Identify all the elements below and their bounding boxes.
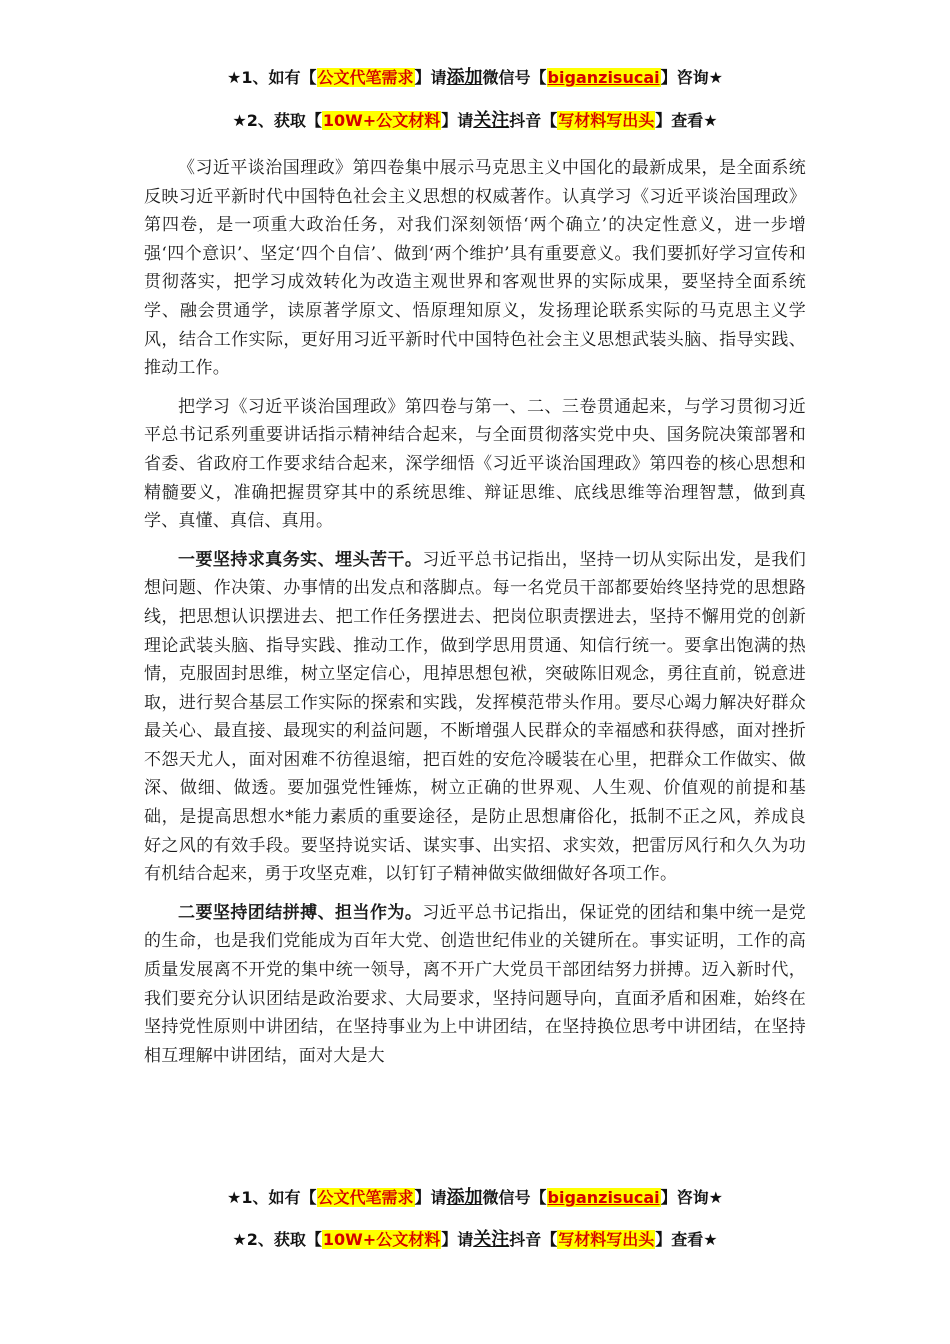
banner-text: 】请	[441, 1230, 474, 1249]
banner-emphasis: 添加	[446, 1187, 483, 1208]
paragraph-intro: 《习近平谈治国理政》第四卷集中展示马克思主义中国化的最新成果，是全面系统反映习近平新时代中国特色社会主义思想的权威著作。认真学习《习近平谈治国理政》第四卷，是一项重大政治任务，对我们深刻领悟‘两个确立’的决定性意义，进一步增强‘四个意识’、坚定‘四个自信’、做到‘两个维护’具有重要意义。我们要抓好学习宣传和贯彻落实，把学习成效转化为改造主观世界和客观世界的实际成果，要坚持全面系统学、融会贯通学，读原著学原文、悟原理知原义，发扬理论联系实际的马克思主义学风，结合工作实际，更好用习近平新时代中国特色社会主义思想武装头脑、指导实践、推动工作。	[144, 158, 806, 379]
paragraph-point-two	[144, 899, 806, 1071]
banner-text: 抖音【	[509, 1230, 558, 1249]
banner-highlight: 10W+公文材料	[322, 111, 441, 130]
paragraph-second: 把学习《习近平谈治国理政》第四卷与第一、二、三卷贯通起来，与学习贯彻习近平总书记系列重要讲话指示精神结合起来，与全面贯彻落实党中央、国务院决策部署和省委、省政府工作要求结合起来，深学细悟《习近平谈治国理政》第四卷的核心思想和精髓要义，准确把握贯穿其中的系统思维、辩证思维、底线思维等治理智慧，做到真学、真懂、真信、真用。	[144, 396, 806, 532]
banner-text: 抖音【	[509, 111, 558, 130]
promo-banner-bottom-line1	[0, 1187, 950, 1209]
banner-highlight: 10W+公文材料	[322, 1230, 441, 1249]
point-two-text: 习近平总书记指出，保证党的团结和集中统一是党的生命，也是我们党能成为百年大党、创造世纪伟业的关键所在。事实证明，工作的高质量发展离不开党的集中统一领导，离不开广大党员干部团结努力拼搏。迈入新时代，我们要充分认识团结是政治要求、大局要求，坚持问题导向，直面矛盾和困难，始终在坚持党性原则中讲团结，在坚持事业为上中讲团结，在坚持换位思考中讲团结，在坚持相互理解中讲团结，面对大是大	[144, 902, 806, 1066]
banner-text: 】请	[414, 1188, 447, 1207]
banner-highlight: 公文代笔需求	[317, 1188, 414, 1207]
banner-emphasis: 关注	[473, 1229, 510, 1250]
banner-text: 】咨询★	[660, 68, 723, 87]
banner-emphasis: 添加	[446, 67, 483, 88]
banner-text: 微信号【	[482, 68, 547, 87]
promo-banner-top-line1	[0, 67, 950, 89]
promo-banner-bottom-line2	[0, 1229, 950, 1251]
banner-text: ★1、如有【	[227, 68, 317, 87]
promo-banner-top-line2	[0, 110, 950, 132]
banner-text: 】请	[414, 68, 447, 87]
banner-text: ★2、获取【	[232, 1230, 322, 1249]
banner-text: 】请	[441, 111, 474, 130]
article-body	[144, 154, 806, 1080]
banner-text: 微信号【	[482, 1188, 547, 1207]
banner-douyin-name: 写材料写出头	[558, 111, 655, 130]
banner-text: 】查看★	[655, 111, 718, 130]
point-one-text: 习近平总书记指出，坚持一切从实际出发，是我们想问题、作决策、办事情的出发点和落脚点。每一名党员干部都要始终坚持党的思想路线，把思想认识摆进去、把工作任务摆进去、把岗位职责摆进去，坚持不懈用党的创新理论武装头脑、指导实践、推动工作，做到学思用贯通、知信行统一。要拿出饱满的热情，克服固封思维，树立坚定信心，甩掉思想包袱，突破陈旧观念，勇往直前，锐意进取，进行契合基层工作实际的探索和实践，发挥模范带头作用。要尽心竭力解决好群众最关心、最直接、最现实的利益问题，不断增强人民群众的幸福感和获得感，面对挫折不怨天尤人，面对困难不彷徨退缩，把百姓的安危冷暖装在心里，把群众工作做实、做深、做细、做透。要加强党性锤炼，树立正确的世界观、人生观、价值观的前提和基础，是提高思想水*能力素质的重要途径，是防止思想庸俗化，抵制不正之风，养成良好之风的有效手段。要坚持说实话、谋实事、出实招、求实效，把雷厉风行和久久为功有机结合起来，勇于攻坚克难，以钉钉子精神做实做细做好各项工作。	[144, 549, 806, 885]
banner-wechat-id: biganzisucai	[547, 68, 660, 87]
banner-text: 】咨询★	[660, 1188, 723, 1207]
banner-text: 】查看★	[655, 1230, 718, 1249]
point-two-heading: 二要坚持团结拼搏、担当作为。	[178, 902, 423, 923]
banner-emphasis: 关注	[473, 110, 510, 131]
banner-text: ★2、获取【	[232, 111, 322, 130]
banner-highlight: 公文代笔需求	[317, 68, 414, 87]
banner-douyin-name: 写材料写出头	[558, 1230, 655, 1249]
paragraph-point-one	[144, 546, 806, 889]
banner-wechat-id: biganzisucai	[547, 1188, 660, 1207]
banner-text: ★1、如有【	[227, 1188, 317, 1207]
point-one-heading: 一要坚持求真务实、埋头苦干。	[178, 549, 423, 570]
